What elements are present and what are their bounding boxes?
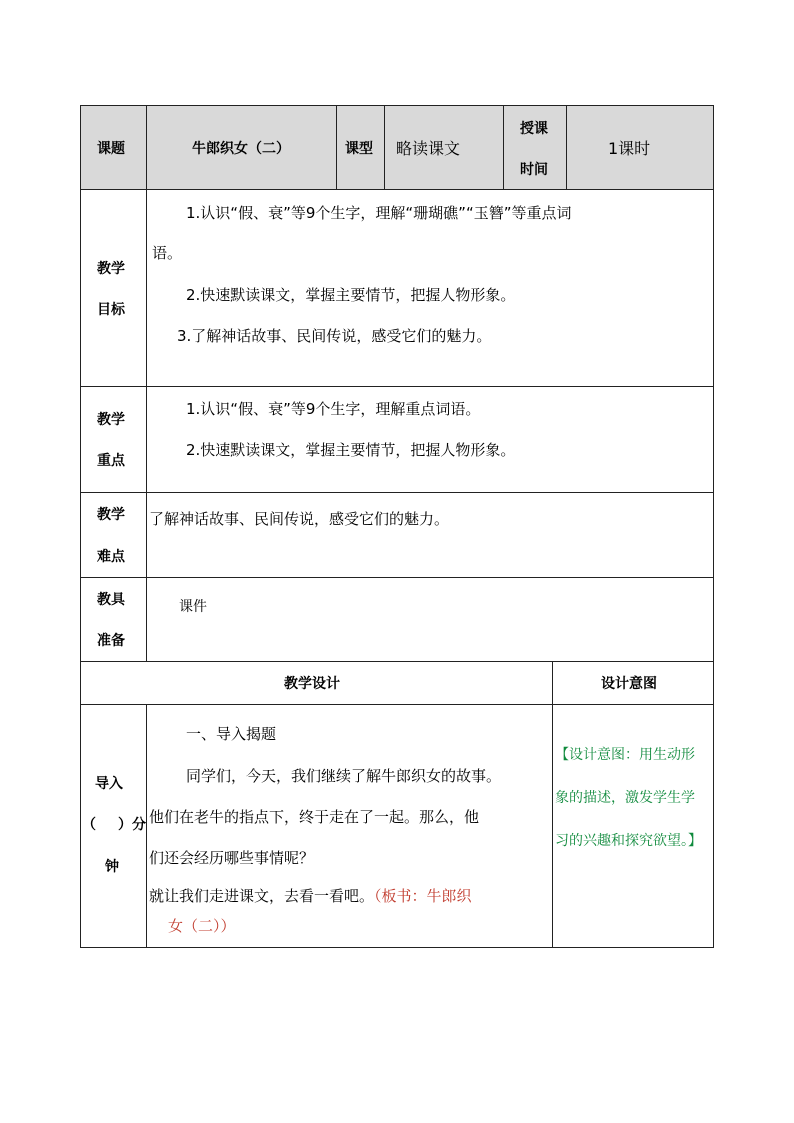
tools-label-line2: 准备 — [97, 633, 125, 649]
table-border — [80, 189, 714, 190]
intro-paragraph-2-main: 就让我们走进课文，去看一看吧。 — [149, 887, 375, 905]
table-border — [80, 105, 714, 106]
difficulty-label-line2: 难点 — [97, 549, 125, 565]
goals-label-line2: 目标 — [97, 302, 125, 318]
table-border — [80, 386, 714, 387]
table-border — [80, 947, 714, 948]
table-border — [80, 492, 714, 493]
difficulty-label-line1: 教学 — [97, 507, 125, 523]
keypoints-line-2: 2.快速默读课文，掌握主要情节，把握人物形象。 — [186, 441, 516, 459]
table-border — [80, 577, 714, 578]
intro-label-open-paren: （ — [82, 817, 96, 833]
topic-label: 课题 — [97, 141, 125, 157]
table-border — [713, 105, 714, 948]
table-border — [146, 105, 147, 662]
intro-paragraph-line-3: 们还会经历哪些事情呢？ — [149, 849, 315, 867]
tools-label-line1: 教具 — [97, 592, 125, 608]
difficulty-line-1: 了解神话故事、民间传说，感受它们的魅力。 — [149, 510, 450, 528]
table-border — [552, 661, 553, 948]
keypoints-line-1: 1.认识“假、衰”等9个生字，理解重点词语。 — [186, 400, 481, 418]
goals-line-1: 1.认识“假、衰”等9个生字，理解“珊瑚礁”“玉簪”等重点词 — [186, 204, 572, 222]
table-border — [146, 704, 147, 948]
goals-label-line1: 教学 — [97, 261, 125, 277]
tools-value: 课件 — [179, 599, 207, 615]
table-border — [80, 661, 714, 662]
intro-label-line3: 钟 — [105, 859, 119, 875]
intent-header: 设计意图 — [601, 676, 657, 692]
intro-label-line1: 导入 — [95, 776, 123, 792]
intent-line-2: 象的描述，激发学生学 — [555, 790, 695, 806]
goals-line-1b: 语。 — [152, 244, 183, 262]
table-border — [503, 105, 504, 190]
intro-paragraph-2-line-1 — [149, 889, 472, 904]
goals-line-3: 3.了解神话故事、民间传说，感受它们的魅力。 — [177, 327, 492, 345]
time-label-line2: 时间 — [520, 162, 548, 178]
table-border — [384, 105, 385, 190]
type-label: 课型 — [345, 141, 373, 157]
blackboard-note-cont: 女（二）） — [168, 917, 236, 935]
intro-paragraph-line-2: 他们在老牛的指点下，终于走在了一起。那么，他 — [149, 808, 480, 826]
goals-line-2: 2.快速默读课文，掌握主要情节，把握人物形象。 — [186, 286, 516, 304]
intent-line-1: 【设计意图：用生动形 — [555, 747, 695, 763]
time-label-line1: 授课 — [520, 121, 548, 137]
topic-value: 牛郎织女（二） — [192, 141, 290, 157]
table-border — [80, 704, 714, 705]
intent-line-3: 习的兴趣和探究欲望。】 — [555, 833, 702, 849]
type-value: 略读课文 — [396, 139, 461, 158]
intro-title: 一、导入揭题 — [186, 725, 277, 743]
keypoints-label-line1: 教学 — [97, 412, 125, 428]
blackboard-note: （板书：牛郎织 — [374, 887, 472, 905]
table-border — [336, 105, 337, 190]
design-header: 教学设计 — [284, 676, 340, 692]
keypoints-label-line2: 重点 — [97, 453, 125, 469]
intro-label-minutes: ）分 — [118, 817, 146, 833]
time-value: 1课时 — [608, 139, 651, 158]
table-border — [80, 105, 81, 948]
intro-paragraph-line-1: 同学们，今天，我们继续了解牛郎织女的故事。 — [186, 767, 502, 785]
table-border — [566, 105, 567, 190]
